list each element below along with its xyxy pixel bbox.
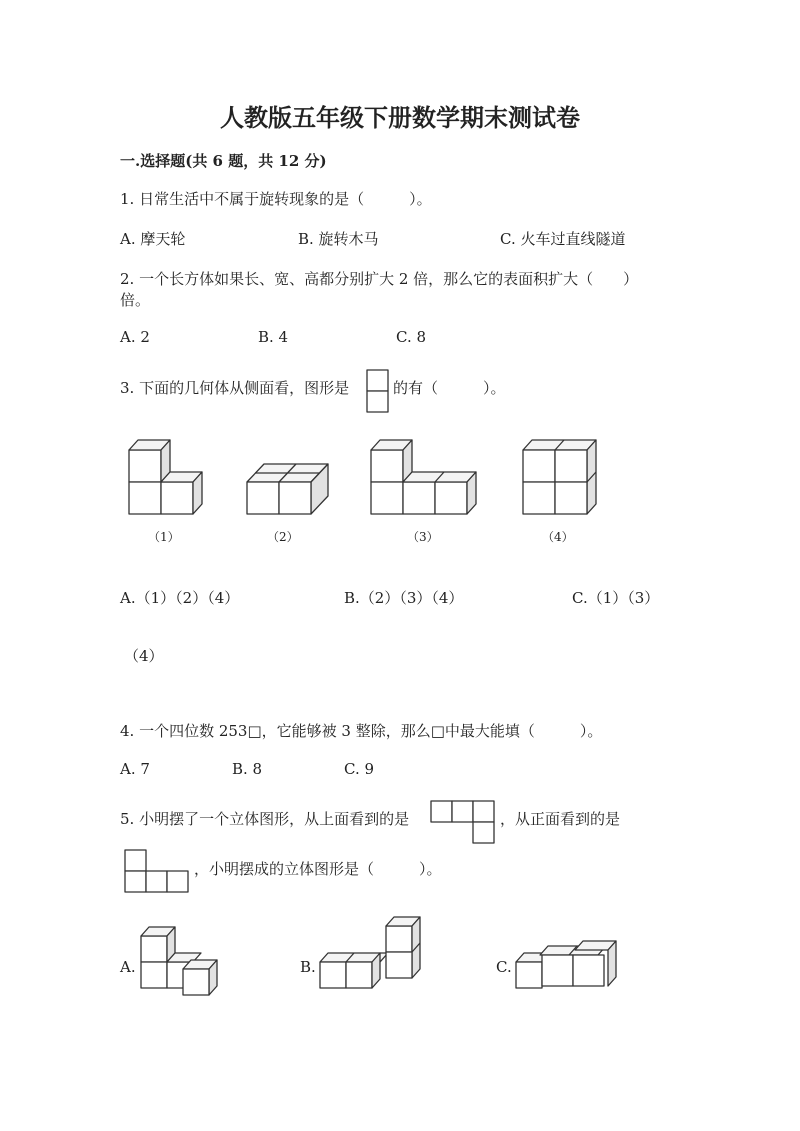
question-3-option-c-continued: （4） [124,647,164,665]
option-a-cube-figure [138,924,230,998]
question-2-stem-line1: 2. 一个长方体如果长、宽、高都分别扩大 2 倍，那么它的表面积扩大（ ） [120,270,639,288]
figure-2-label: （2） [267,530,299,544]
question-2-stem-line2: 倍。 [120,291,151,309]
question-2-option-c: C. 8 [396,328,427,346]
question-1-option-a: A. 摩天轮 [120,230,186,248]
figure-2-cube-stack [244,460,334,520]
question-5-option-c-label: C. [496,958,512,976]
question-5-stem-before: 5. 小明摆了一个立体图形，从上面看到的是 [120,810,410,828]
option-c-cube-figure [513,940,629,998]
question-5-option-a-label: A. [120,958,136,976]
figure-4-cube-stack [520,436,604,520]
question-2-option-a: A. 2 [120,328,150,346]
question-3-stem-after: 的有（ ）。 [393,379,506,397]
question-3-option-b: B.（2）（3）（4） [344,589,464,607]
question-1-stem: 1. 日常生活中不属于旋转现象的是（ ）。 [120,190,432,208]
question-3-option-a: A.（1）（2）（4） [120,589,240,607]
question-1-option-c: C. 火车过直线隧道 [500,230,626,248]
question-4-option-a: A. 7 [120,760,150,778]
question-5-stem-after: ，从正面看到的是 [500,810,621,828]
question-5-option-b-label: B. [300,958,316,976]
front-view-shape-icon [124,849,192,895]
question-3-stem-before: 3. 下面的几何体从侧面看，图形是 [120,379,350,397]
question-4-option-b: B. 8 [232,760,263,778]
figure-4-label: （4） [542,530,574,544]
figure-3-label: （3） [407,530,439,544]
question-3-option-c: C.（1）（3） [572,589,660,607]
figure-3-cube-stack [368,436,484,520]
top-view-shape-icon [430,800,498,846]
question-4-stem: 4. 一个四位数 253□，它能够被 3 整除，那么□中最大能填（ ）。 [120,722,603,740]
question-1-option-b: B. 旋转木马 [298,230,379,248]
question-4-option-c: C. 9 [344,760,375,778]
question-2-option-b: B. 4 [258,328,289,346]
figure-1-cube-stack [126,436,210,520]
option-b-cube-figure [317,916,427,998]
figure-1-label: （1） [148,530,180,544]
question-5-stem-line2: ，小明摆成的立体图形是（ ）。 [194,860,442,878]
side-view-shape-icon [366,369,390,413]
page-title: 人教版五年级下册数学期末测试卷 [220,103,580,132]
section-heading: 一.选择题(共 6 题，共 12 分) [120,152,327,170]
